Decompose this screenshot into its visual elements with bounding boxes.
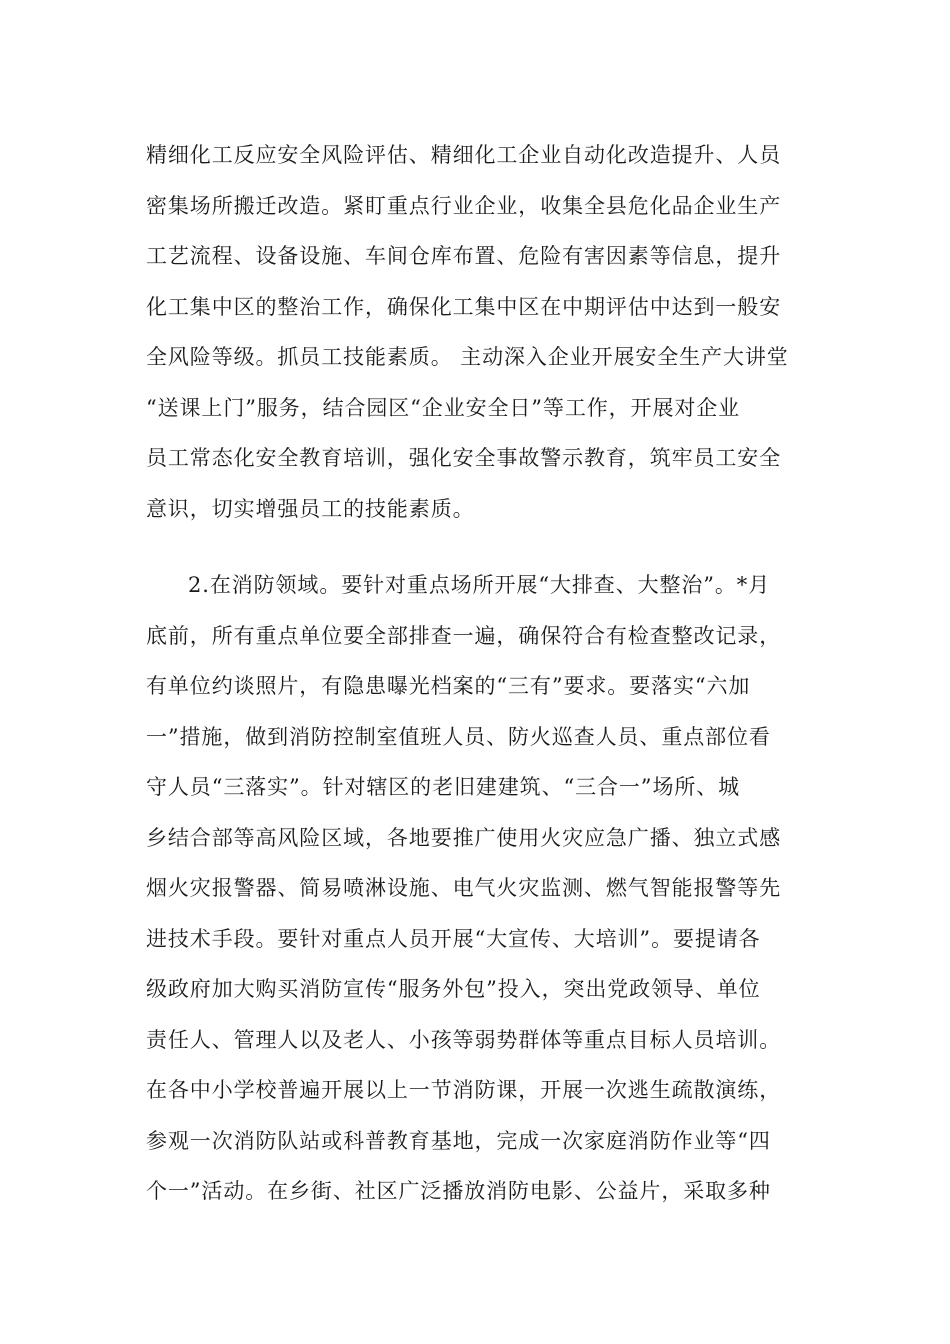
text-line: “送课上门”服务，结合园区“企业安全日”等工作，开展对企业 xyxy=(146,395,741,420)
text-line: 员工常态化安全教育培训，强化安全事故警示教育，筑牢员工安全 xyxy=(146,446,782,470)
text-line: 全风险等级。抓员工技能素质。 主动深入企业开展安全生产大讲堂 xyxy=(146,345,789,369)
text-line: 责任人、管理人以及老人、小孩等弱势群体等重点目标人员培训。 xyxy=(146,1027,782,1052)
text-line: 精细化工反应安全风险评估、精细化工企业自动化改造提升、人员 xyxy=(146,143,782,167)
text-line: 工艺流程、设备设施、车间仓库布置、危险有害因素等信息，提升 xyxy=(146,244,782,268)
text-line: 一”措施，做到消防控制室值班人员、防火巡查人员、重点部位看 xyxy=(146,724,771,749)
text-line: 烟火灾报警器、简易喷淋设施、电气火灾监测、燃气智能报警等先 xyxy=(146,876,782,900)
text-line: 化工集中区的整治工作，确保化工集中区在中期评估中达到一般安 xyxy=(146,294,782,319)
text-line: 参观一次消防队站或科普教育基地，完成一次家庭消防作业等“四 xyxy=(146,1128,771,1153)
text-line: 意识，切实增强员工的技能素质。 xyxy=(146,496,475,521)
text-line: 有单位约谈照片，有隐患曝光档案的“三有”要求。要落实“六加 xyxy=(146,674,751,698)
paragraph-2 xyxy=(146,560,798,1217)
text-line: 底前，所有重点单位要全部排查一遍，确保符合有检查整改记录， xyxy=(146,623,782,648)
paragraph-spacer xyxy=(146,534,798,560)
text-line: 密集场所搬迁改造。紧盯重点行业企业，收集全县危化品企业生产 xyxy=(146,193,782,218)
text-line: 级政府加大购买消防宣传“服务外包”投入，突出党政领导、单位 xyxy=(146,977,761,1001)
text-line: 守人员“三落实”。针对辖区的老旧建建筑、“三合一”场所、城 xyxy=(146,775,741,799)
text-line: 乡结合部等高风险区域，各地要推广使用火灾应急广播、独立式感 xyxy=(146,825,782,850)
paragraph-1 xyxy=(146,130,798,534)
text-line: 2.在消防领域。要针对重点场所开展“大排查、大整治”。*月 xyxy=(188,573,771,597)
text-line: 个一”活动。在乡街、社区广泛播放消防电影、公益片，采取多种 xyxy=(146,1179,771,1203)
text-line: 在各中小学校普遍开展以上一节消防课，开展一次逃生疏散演练， xyxy=(146,1078,782,1102)
text-line: 进技术手段。要针对重点人员开展“大宣传、大培训”。要提请各 xyxy=(146,926,761,951)
document-page xyxy=(146,130,798,1217)
